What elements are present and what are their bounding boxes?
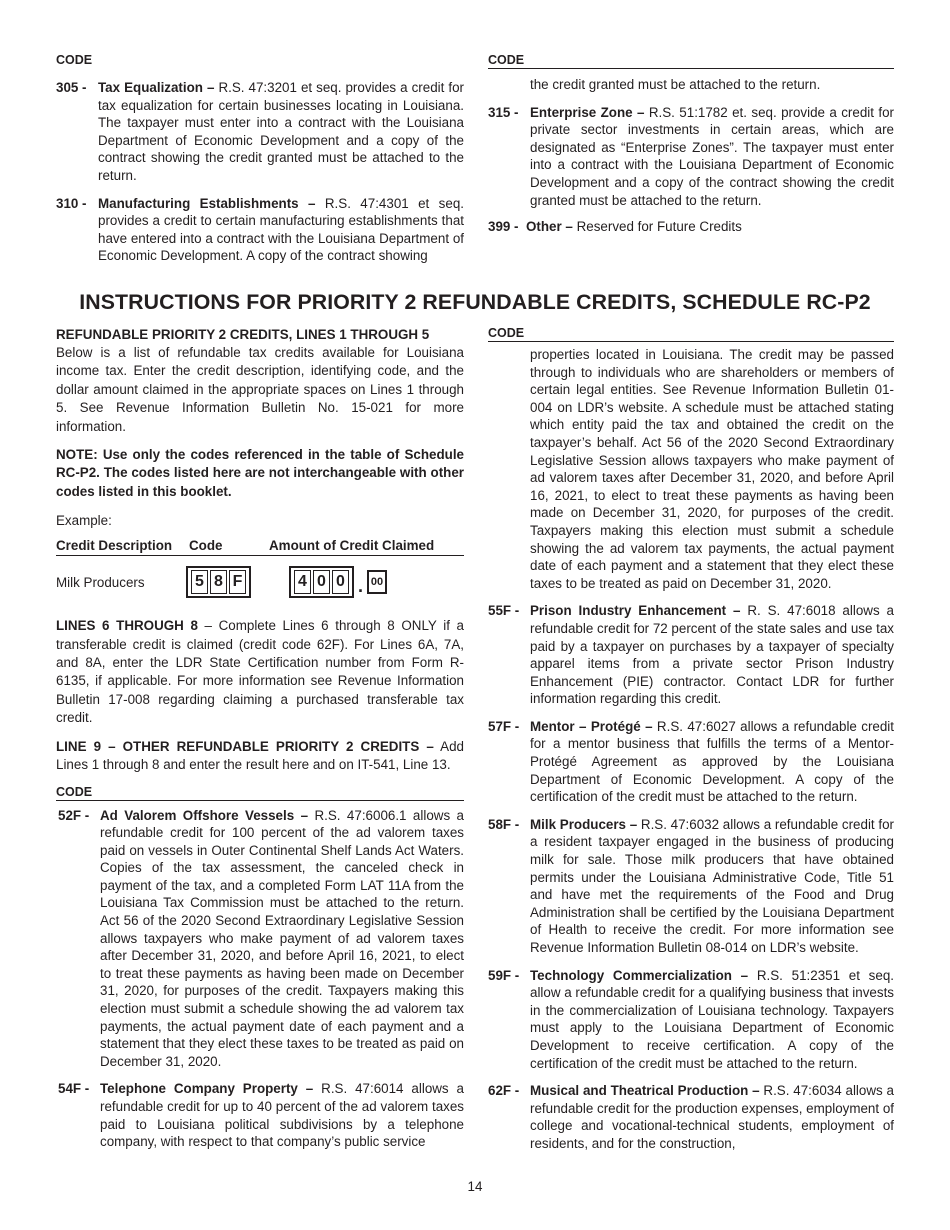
credit-entry-55F <box>488 602 894 708</box>
credit-code: 62F - <box>488 1083 520 1099</box>
example-header-code: Code <box>189 538 223 554</box>
code-char-box: 8 <box>210 570 227 594</box>
credit-title: Tax Equalization – <box>98 80 215 95</box>
code-header: CODE <box>488 326 894 342</box>
credit-title: Ad Valorem Offshore Vessels – <box>100 807 309 823</box>
cents-box: 00 <box>367 570 387 594</box>
credit-code: 54F - <box>58 1081 90 1097</box>
credit-entry-52F <box>56 807 464 1071</box>
credit-title: Musical and Theatrical Production – <box>530 1083 760 1099</box>
example-amount-boxes <box>289 566 354 598</box>
credit-text: R.S. 47:6014 allows a refundable credit for up to 40 percent of the ad valorem taxes paid to Louisiana political subdivisions by a telephone company, with respect to that company’s public service <box>100 1081 464 1150</box>
credit-entry-57F <box>488 718 894 806</box>
example-header-amount: Amount of Credit Claimed <box>269 538 435 554</box>
lines-6-8-text: – Complete Lines 6 through 8 ONLY if a transferable credit is claimed (credit code 62F). For Lines 6A, 7A, and 8A, enter the LDR State Certification number from Form R-6135, if applicable. For more information see Revenue Information Bulletin 17-008 regarding claiming a purchased transferable tax credit. <box>56 618 464 726</box>
credit-title: Enterprise Zone – <box>530 104 645 120</box>
credit-title: Mentor – Protégé – <box>530 718 653 734</box>
credit-text: Reserved for Future Credits <box>572 219 742 235</box>
credit-text: R. S. 47:6018 allows a refundable credit for 72 percent of the state sales and use tax paid by a taxpayer on purchases by a taxpayer of specialty apparel items from a private sector Prison Industry Enhancement (PIE) contractor. Contact LDR for further information regarding this credit. <box>530 603 895 707</box>
top-right-column <box>488 53 894 236</box>
credit-code: 52F - <box>58 807 90 823</box>
credit-text: R.S. 47:6027 allows a refundable credit for a mentor business that fulfills the terms of a Mentor-Protégé Agreement as approved by the Louisiana Department of Economic Development. A copy of the certification of the credit must be attached to the return. <box>530 718 894 805</box>
example-description: Milk Producers <box>56 574 145 590</box>
page-number: 14 <box>467 1179 483 1194</box>
credit-entry-59F <box>488 967 894 1073</box>
credit-text: R.S. 51:1782 et. seq. provide a credit for private sector investments in certain areas, which are designated as “Enterprise Zones”. The taxpayer must enter into a contract with the Louisiana Department of Economic Development and a copy of the contract showing the credit granted must be attached to the return. <box>530 104 895 208</box>
decimal-point: . <box>358 575 364 596</box>
intro-paragraph: Below is a list of refundable tax credits available for Louisiana income tax. Enter the credit description, identifying code, and the dollar amount claimed in the appropriate spaces on Lines 1 through 5. See Revenue Information Bulletin No. 15-021 for more information. <box>56 345 464 434</box>
code-char-box: F <box>229 570 246 594</box>
code-header: CODE <box>56 785 464 801</box>
top-left-column <box>56 53 464 265</box>
credit-entry-54F <box>56 1080 464 1150</box>
credit-title: Other – <box>526 219 573 235</box>
page-heading: INSTRUCTIONS FOR PRIORITY 2 REFUNDABLE CREDITS, SCHEDULE RC-P2 <box>79 290 871 314</box>
credit-entry-310 <box>56 195 464 265</box>
line-9-title: LINE 9 – OTHER REFUNDABLE PRIORITY 2 CREDITS – <box>56 738 434 754</box>
lines-6-8-paragraph <box>56 617 464 727</box>
amount-char-box: 0 <box>332 570 349 594</box>
amount-char-box: 0 <box>313 570 330 594</box>
credit-entry-399 <box>488 218 894 236</box>
credit-code: 59F - <box>488 967 520 983</box>
continuation-text: properties located in Louisiana. The credit may be passed through to individuals who are shareholders or members of certain legal entities. See Revenue Information Bulletin 01-004 on LDR’s website. A schedule must be attached stating which entity paid the tax and obtained the credit on the taxpayer’s behalf. Act 56 of the 2020 Second Extraordinary Legislative Session allows taxpayers who make payment of ad valorem taxes after December 31, 2020, and before April 16, 2021, to elect to treat these payments as having been made on December 31, 2020, for purposes of the credit. Taxpayers making this election must submit a schedule showing the ad valorem tax payments, the actual payment date of each payment and a statement that they elect these taxes to be treated as paid on December 31, 2020. <box>530 347 894 591</box>
credit-text: R.S. 47:3201 et seq. provides a credit for tax equalization for certain businesses locating in Louisiana. The taxpayer must enter into a contract with the Louisiana Department of Economic Development and a copy of the contract showing the credit granted must be attached to the return. <box>98 80 464 183</box>
amount-char-box: 4 <box>294 570 311 594</box>
line-9-paragraph <box>56 738 464 775</box>
note-paragraph: NOTE: Use only the codes referenced in the table of Schedule RC-P2. The codes listed here are not interchangeable with other codes listed in this booklet. <box>56 447 464 499</box>
credit-title: Prison Industry Enhancement – <box>530 603 741 619</box>
example-code-boxes <box>186 566 251 598</box>
example-header-row <box>56 538 464 556</box>
credit-code: 315 - <box>488 104 519 120</box>
credit-code: 58F - <box>488 816 520 832</box>
credit-text: R.S. 47:6006.1 allows a refundable credit for 100 percent of the ad valorem taxes paid on vessels in Outer Continental Shelf Lands Act Waters. Copies of the tax assessment, the canceled check in payment of the tax, and a completed Form LAT 11A from the Louisiana Tax Commission must be attached to the return. Act 56 of the 2020 Second Extraordinary Legislative Session allows taxpayers who make payment of ad valorem taxes after December 31, 2020, and before April 16, 2021, to elect to treat these payments as having been made on December 31, 2020, for purposes of the credit. Taxpayers making this election must submit a schedule showing the ad valorem tax payments, the actual payment date of each payment and a statement that they elect these taxes to be treated as paid on December 31, 2020. <box>100 807 465 1069</box>
code-header: CODE <box>488 53 894 69</box>
lines-6-8-title: LINES 6 THROUGH 8 <box>56 618 198 634</box>
code-char-box: 5 <box>191 570 208 594</box>
credit-text: R.S. 47:6032 allows a refundable credit for a resident taxpayer engaged in the business of producing milk for sale. Those milk producers that have obtained permits under the Louisiana Administrative Code, Title 51 and have met the requirements of the Food and Drug Administration shall be certified by the Louisiana Department of Health to receive the credit. For more information see Revenue Information Bulletin 08-014 on LDR’s website. <box>530 816 894 955</box>
section-subhead: REFUNDABLE PRIORITY 2 CREDITS, LINES 1 THROUGH 5 <box>56 327 430 342</box>
credit-text: R.S. 47:4301 et seq. provides a credit to certain manufacturing establishments that have entered into a contract with the Louisiana Department of Economic Development. A copy of the contract showing <box>98 195 464 264</box>
left-column <box>56 326 464 1151</box>
example-row <box>56 556 464 608</box>
credit-entry-305 <box>56 79 464 185</box>
credit-text: R.S. 51:2351 et seq. allow a refundable credit for a qualifying business that invests in the commercialization of Louisiana technology. Taxpayers must apply to the Louisiana Department of Economic Development to receive certification. A copy of the certification of the credit must be attached to the return. <box>530 967 894 1071</box>
line-9-text: Add Lines 1 through 8 and enter the result here and on IT-541, Line 13. <box>56 738 464 773</box>
credit-code: 55F - <box>488 603 520 619</box>
credit-code: 310 - <box>56 195 87 211</box>
example-label: Example: <box>56 513 112 529</box>
credit-text: R.S. 47:6034 allows a refundable credit for the production expenses, employment of college and vocational-technical students, employment of residents, and for the construction, <box>530 1083 894 1151</box>
credit-title: Milk Producers – <box>530 816 638 832</box>
credit-title: Manufacturing Establishments – <box>98 195 316 211</box>
code-header: CODE <box>56 53 93 67</box>
credit-entry-58F <box>488 816 894 957</box>
credit-code: 305 - <box>56 80 87 95</box>
example-header-description: Credit Description <box>56 538 173 554</box>
continuation-text: the credit granted must be attached to the return. <box>530 77 821 92</box>
credit-title: Technology Commercialization – <box>530 967 749 983</box>
credit-code: 399 - <box>488 219 519 235</box>
credit-title: Telephone Company Property – <box>100 1081 314 1097</box>
credit-code: 57F - <box>488 718 520 734</box>
right-column <box>488 326 894 1153</box>
credit-entry-315 <box>488 104 894 210</box>
credit-entry-62F <box>488 1082 894 1152</box>
